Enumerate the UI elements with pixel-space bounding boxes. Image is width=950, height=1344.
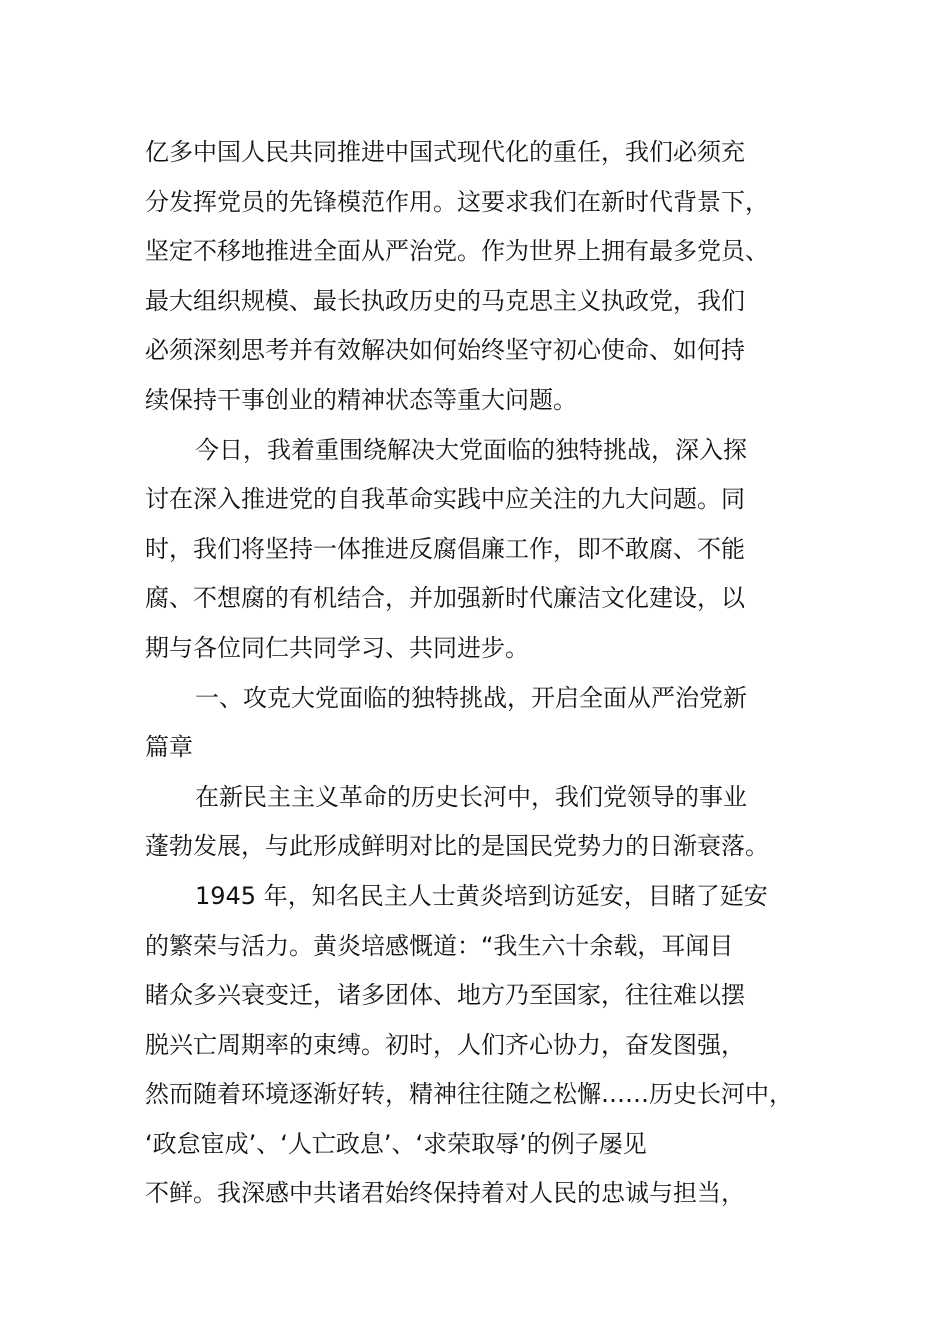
body-text	[145, 128, 825, 1219]
text-line: 蓬勃发展，与此形成鲜明对比的是国民党势力的日渐衰落。	[145, 832, 769, 861]
text-line: 亿多中国人民共同推进中国式现代化的重任，我们必须充	[145, 138, 745, 166]
section-heading-line: 一、攻克大党面临的独特挑战，开启全面从严治党新	[195, 683, 747, 712]
text-line: 期与各位同仁共同学习、共同进步。	[145, 633, 529, 662]
text-line: 续保持干事创业的精神状态等重大问题。	[145, 385, 577, 414]
text-line: 腐、不想腐的有机结合，并加强新时代廉洁文化建设，以	[145, 584, 745, 613]
text-line: ‘政怠宦成’、‘人亡政息’、‘求荣取辱’的例子屡见	[145, 1129, 647, 1158]
paragraph-start-line: 今日，我着重围绕解决大党面临的独特挑战，深入探	[195, 435, 747, 464]
text-line: 然而随着环境逐渐好转，精神往往随之松懈……历史长河中，	[145, 1080, 793, 1109]
text-line: 讨在深入推进党的自我革命实践中应关注的九大问题。同	[145, 485, 745, 514]
text-line: 睹众多兴衰变迁，诸多团体、地方乃至国家，往往难以摆	[145, 981, 745, 1010]
text-line: 坚定不移地推进全面从严治党。作为世界上拥有最多党员、	[145, 237, 769, 266]
paragraph-start-line: 在新民主主义革命的历史长河中，我们党领导的事业	[195, 782, 747, 811]
text-line: 脱兴亡周期率的束缚。初时，人们齐心协力，奋发图强，	[145, 1030, 745, 1059]
paragraph-start-line: 1945 年，知名民主人士黄炎培到访延安，目睹了延安	[195, 881, 768, 910]
text-line: 时，我们将坚持一体推进反腐倡廉工作，即不敢腐、不能	[145, 534, 745, 563]
text-line: 不鲜。我深感中共诸君始终保持着对人民的忠诚与担当，	[145, 1179, 745, 1208]
text-line: 的繁荣与活力。黄炎培感慨道：“我生六十余载，耳闻目	[145, 931, 734, 960]
section-heading-line: 篇章	[145, 733, 193, 762]
text-line: 最大组织规模、最长执政历史的马克思主义执政党，我们	[145, 286, 745, 315]
text-line: 必须深刻思考并有效解决如何始终坚守初心使命、如何持	[145, 336, 745, 365]
text-line: 分发挥党员的先锋模范作用。这要求我们在新时代背景下，	[145, 187, 769, 216]
